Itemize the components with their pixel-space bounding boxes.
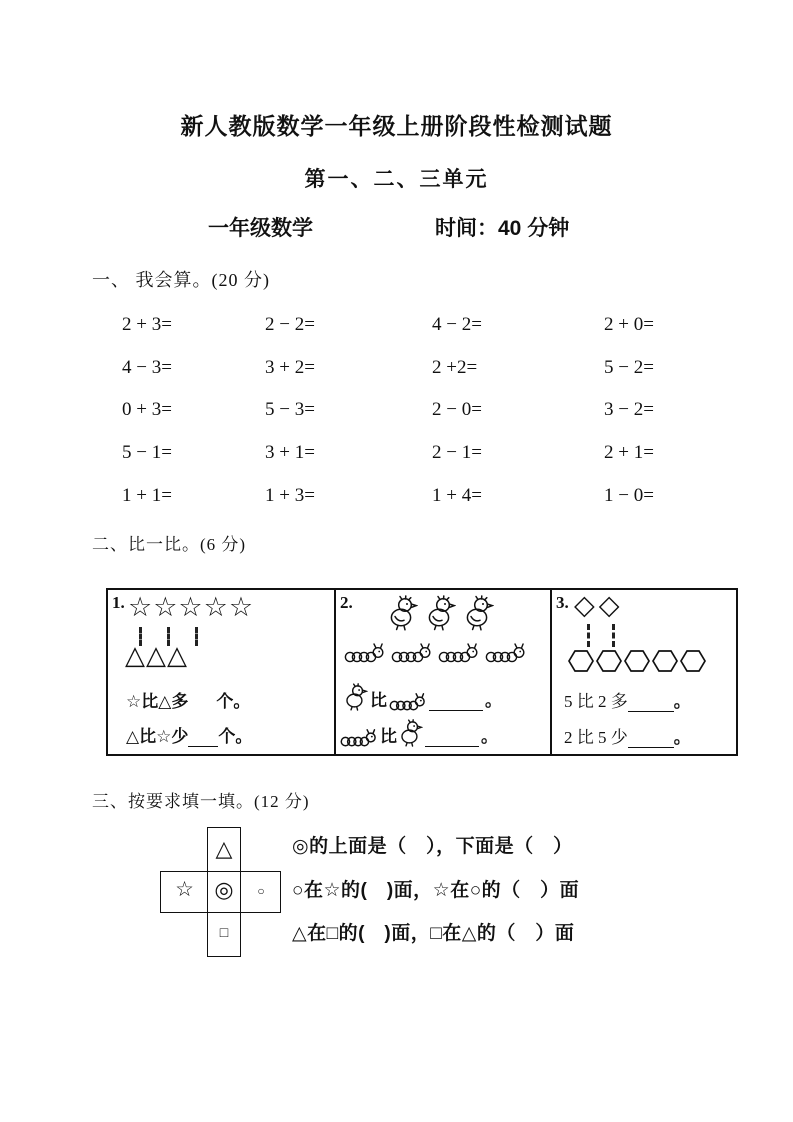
time-label: 时间：40 分钟	[435, 217, 570, 240]
hexagon-icon	[623, 648, 651, 674]
chick-icon	[388, 595, 418, 631]
equation: 5 − 3=	[265, 399, 315, 421]
compare-text: 比	[380, 727, 397, 746]
caterpillar-icon	[438, 642, 480, 663]
compare-line	[564, 687, 691, 712]
hexagon-row	[567, 648, 707, 674]
equation: 3 − 2=	[604, 399, 654, 421]
compare-line	[344, 683, 502, 711]
compare-text: 。	[673, 692, 691, 711]
equation: 2 − 2=	[265, 314, 315, 336]
hexagon-icon	[595, 648, 623, 674]
compare-cell-stars-triangles	[108, 590, 334, 754]
hexagon-icon	[567, 648, 595, 674]
caterpillar-icon	[391, 642, 433, 663]
equation: 1 − 0=	[604, 484, 654, 506]
compare-line	[564, 723, 691, 748]
page-subtitle: 第一、二、三单元	[304, 168, 489, 191]
grid-cell-top: △	[215, 836, 233, 861]
position-line: △在□的( )面，□在△的（ ）面	[292, 923, 575, 944]
equation: 2 + 1=	[604, 442, 654, 464]
chick-icon	[426, 595, 456, 631]
caterpillar-icon	[389, 692, 427, 711]
caterpillar-row	[344, 642, 527, 663]
compare-line	[126, 687, 250, 712]
compare-text: 5 比 2 多	[564, 692, 628, 711]
equation: 3 + 2=	[265, 356, 315, 378]
compare-cell-diamonds-hexagons	[550, 590, 736, 754]
equation: 5 − 2=	[604, 356, 654, 378]
cell-number: 3.	[556, 593, 569, 612]
dashed-line-icon	[612, 624, 615, 647]
compare-text: 个。	[218, 727, 253, 746]
equation: 2 − 1=	[432, 442, 482, 464]
dashed-line-icon	[195, 627, 198, 646]
equation: 1 + 4=	[432, 484, 482, 506]
compare-text: 比	[370, 691, 387, 710]
grid-cell-center: ◎	[214, 877, 234, 902]
equation: 5 − 1=	[122, 442, 172, 464]
caterpillar-icon	[340, 728, 378, 747]
chick-icon	[464, 595, 494, 631]
position-line: ◎的上面是（ ），下面是（ ）	[292, 836, 573, 857]
section-1-heading: 一、 我会算。(20 分)	[92, 270, 270, 290]
position-line: ○在☆的( )面，☆在○的（ ）面	[292, 879, 580, 901]
equation: 2 +2=	[432, 356, 478, 378]
answer-blank	[188, 729, 218, 747]
calc-problems-grid	[122, 304, 722, 517]
match-connectors	[587, 624, 615, 647]
compare-text: 。	[673, 728, 691, 747]
section-2-heading: 二、比一比。(6 分)	[92, 535, 247, 554]
position-grid	[160, 827, 282, 958]
answer-blank	[628, 730, 674, 748]
equation: 3 + 1=	[265, 442, 315, 464]
dashed-line-icon	[587, 624, 590, 647]
page-title: 新人教版数学一年级上册阶段性检测试题	[180, 113, 613, 139]
chick-row	[388, 595, 494, 631]
compare-text: 个。	[216, 692, 251, 711]
caterpillar-icon	[485, 642, 527, 663]
compare-text: 2 比 5 少	[564, 728, 628, 747]
cell-number: 1.	[112, 593, 125, 612]
equation: 1 + 3=	[265, 484, 315, 506]
chick-icon	[344, 683, 368, 711]
section-3-heading: 三、按要求填一填。(12 分)	[92, 792, 310, 811]
compare-line	[340, 719, 498, 747]
equation: 2 + 0=	[604, 314, 654, 336]
answer-blank	[425, 729, 479, 747]
equation: 4 − 3=	[122, 356, 172, 378]
grid-cell-left: ☆	[175, 877, 194, 901]
meta-row	[0, 212, 793, 242]
cell-number: 2.	[340, 593, 353, 612]
grade-label: 一年级数学	[208, 217, 313, 240]
equation: 4 − 2=	[432, 314, 482, 336]
equation: 0 + 3=	[122, 399, 172, 421]
chick-icon	[399, 719, 423, 747]
equation: 2 − 0=	[432, 399, 482, 421]
grid-cell-right: ○	[257, 884, 265, 898]
diamond-row: ◇◇	[574, 590, 624, 620]
triangle-row: △△△	[125, 641, 188, 670]
answer-blank	[628, 694, 674, 712]
compare-text: 。	[481, 727, 498, 746]
star-row: ☆☆☆☆☆	[128, 592, 255, 622]
hexagon-icon	[679, 648, 707, 674]
compare-cell-chicks-caterpillars	[334, 590, 550, 754]
compare-text: 。	[485, 691, 502, 710]
position-questions	[292, 831, 579, 962]
compare-text: ☆比△多	[126, 692, 189, 711]
compare-table	[106, 588, 738, 756]
grid-cell-bottom: □	[219, 926, 229, 941]
compare-text: △比☆少	[126, 727, 189, 746]
caterpillar-icon	[344, 642, 386, 663]
equation: 2 + 3=	[122, 314, 172, 336]
hexagon-icon	[651, 648, 679, 674]
equation: 1 + 1=	[122, 484, 172, 506]
compare-line	[126, 722, 252, 747]
answer-blank	[429, 693, 483, 711]
